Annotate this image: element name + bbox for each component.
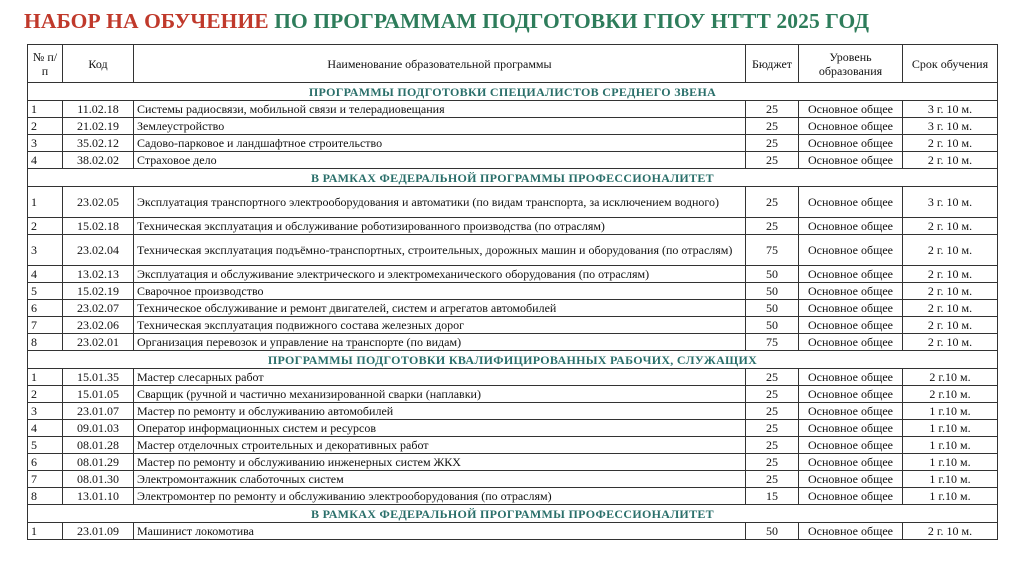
page-title xyxy=(24,9,869,34)
education-level: Основное общее xyxy=(799,471,903,488)
table-header-row xyxy=(28,45,998,83)
row-number: 5 xyxy=(28,437,63,454)
program-code: 23.02.04 xyxy=(63,235,134,266)
study-term: 1 г.10 м. xyxy=(903,488,998,505)
row-number: 2 xyxy=(28,386,63,403)
program-name: Электромонтер по ремонту и обслуживанию электрооборудования (по отраслям) xyxy=(134,488,746,505)
row-number: 1 xyxy=(28,369,63,386)
study-term: 2 г. 10 м. xyxy=(903,152,998,169)
budget-places: 50 xyxy=(746,283,799,300)
study-term: 2 г.10 м. xyxy=(903,386,998,403)
section-header-row xyxy=(28,83,998,101)
education-level: Основное общее xyxy=(799,187,903,218)
table-row xyxy=(28,369,998,386)
table-body xyxy=(28,83,998,540)
table-row xyxy=(28,218,998,235)
header-budget: Бюджет xyxy=(746,45,799,83)
education-level: Основное общее xyxy=(799,488,903,505)
program-code: 23.01.09 xyxy=(63,523,134,540)
budget-places: 25 xyxy=(746,187,799,218)
study-term: 2 г. 10 м. xyxy=(903,266,998,283)
row-number: 6 xyxy=(28,300,63,317)
row-number: 8 xyxy=(28,334,63,351)
education-level: Основное общее xyxy=(799,334,903,351)
program-code: 35.02.12 xyxy=(63,135,134,152)
budget-places: 50 xyxy=(746,266,799,283)
budget-places: 15 xyxy=(746,488,799,505)
row-number: 4 xyxy=(28,266,63,283)
education-level: Основное общее xyxy=(799,369,903,386)
study-term: 2 г. 10 м. xyxy=(903,300,998,317)
table-row xyxy=(28,386,998,403)
program-code: 09.01.03 xyxy=(63,420,134,437)
budget-places: 25 xyxy=(746,369,799,386)
program-code: 21.02.19 xyxy=(63,118,134,135)
table-row xyxy=(28,283,998,300)
budget-places: 25 xyxy=(746,101,799,118)
program-code: 11.02.18 xyxy=(63,101,134,118)
education-level: Основное общее xyxy=(799,403,903,420)
program-code: 15.02.19 xyxy=(63,283,134,300)
budget-places: 25 xyxy=(746,471,799,488)
study-term: 3 г. 10 м. xyxy=(903,187,998,218)
table-row xyxy=(28,118,998,135)
header-code: Код xyxy=(63,45,134,83)
program-name: Землеустройство xyxy=(134,118,746,135)
study-term: 1 г.10 м. xyxy=(903,454,998,471)
program-name: Оператор информационных систем и ресурсов xyxy=(134,420,746,437)
program-name: Организация перевозок и управление на транспорте (по видам) xyxy=(134,334,746,351)
program-code: 08.01.29 xyxy=(63,454,134,471)
program-code: 15.01.35 xyxy=(63,369,134,386)
title-part-red: НАБОР НА ОБУЧЕНИЕ xyxy=(24,9,269,33)
table-row xyxy=(28,454,998,471)
budget-places: 75 xyxy=(746,334,799,351)
table-row xyxy=(28,101,998,118)
program-name: Техническая эксплуатация подъёмно-транспортных, строительных, дорожных машин и оборудования (по отраслям) xyxy=(134,235,746,266)
row-number: 5 xyxy=(28,283,63,300)
budget-places: 25 xyxy=(746,386,799,403)
program-code: 13.02.13 xyxy=(63,266,134,283)
budget-places: 25 xyxy=(746,403,799,420)
education-level: Основное общее xyxy=(799,266,903,283)
table-row xyxy=(28,266,998,283)
program-name: Эксплуатация и обслуживание электрического и электромеханического оборудования (по отраслям) xyxy=(134,266,746,283)
program-code: 23.02.07 xyxy=(63,300,134,317)
section-title: В РАМКАХ ФЕДЕРАЛЬНОЙ ПРОГРАММЫ ПРОФЕССИОНАЛИТЕТ xyxy=(28,169,998,187)
program-code: 08.01.28 xyxy=(63,437,134,454)
header-num: № п/п xyxy=(28,45,63,83)
row-number: 3 xyxy=(28,135,63,152)
education-level: Основное общее xyxy=(799,386,903,403)
budget-places: 50 xyxy=(746,523,799,540)
study-term: 1 г.10 м. xyxy=(903,403,998,420)
education-level: Основное общее xyxy=(799,317,903,334)
row-number: 2 xyxy=(28,118,63,135)
program-name: Техническая эксплуатация и обслуживание роботизированного производства (по отраслям) xyxy=(134,218,746,235)
row-number: 3 xyxy=(28,235,63,266)
table-row xyxy=(28,471,998,488)
table-row xyxy=(28,152,998,169)
program-code: 38.02.02 xyxy=(63,152,134,169)
table-row xyxy=(28,420,998,437)
education-level: Основное общее xyxy=(799,523,903,540)
study-term: 1 г.10 м. xyxy=(903,437,998,454)
education-level: Основное общее xyxy=(799,437,903,454)
budget-places: 50 xyxy=(746,300,799,317)
budget-places: 25 xyxy=(746,420,799,437)
table-row xyxy=(28,523,998,540)
header-name: Наименование образовательной программы xyxy=(134,45,746,83)
row-number: 6 xyxy=(28,454,63,471)
section-header-row xyxy=(28,169,998,187)
header-term: Срок обучения xyxy=(903,45,998,83)
study-term: 2 г. 10 м. xyxy=(903,235,998,266)
table-row xyxy=(28,334,998,351)
education-level: Основное общее xyxy=(799,235,903,266)
section-header-row xyxy=(28,351,998,369)
program-name: Сварщик (ручной и частично механизированной сварки (наплавки) xyxy=(134,386,746,403)
study-term: 2 г. 10 м. xyxy=(903,283,998,300)
program-name: Техническое обслуживание и ремонт двигателей, систем и агрегатов автомобилей xyxy=(134,300,746,317)
program-name: Страховое дело xyxy=(134,152,746,169)
education-level: Основное общее xyxy=(799,101,903,118)
row-number: 7 xyxy=(28,471,63,488)
program-name: Мастер по ремонту и обслуживанию инженерных систем ЖКХ xyxy=(134,454,746,471)
header-level: Уровень образования xyxy=(799,45,903,83)
budget-places: 25 xyxy=(746,218,799,235)
education-level: Основное общее xyxy=(799,420,903,437)
education-level: Основное общее xyxy=(799,283,903,300)
education-level: Основное общее xyxy=(799,118,903,135)
table-row xyxy=(28,403,998,420)
row-number: 1 xyxy=(28,187,63,218)
education-level: Основное общее xyxy=(799,218,903,235)
section-header-row xyxy=(28,505,998,523)
study-term: 2 г. 10 м. xyxy=(903,135,998,152)
study-term: 1 г.10 м. xyxy=(903,420,998,437)
program-name: Эксплуатация транспортного электрооборудования и автоматики (по видам транспорта, за исключением водного) xyxy=(134,187,746,218)
row-number: 1 xyxy=(28,523,63,540)
section-title: ПРОГРАММЫ ПОДГОТОВКИ СПЕЦИАЛИСТОВ СРЕДНЕГО ЗВЕНА xyxy=(28,83,998,101)
row-number: 1 xyxy=(28,101,63,118)
program-code: 23.01.07 xyxy=(63,403,134,420)
table-row xyxy=(28,317,998,334)
program-code: 13.01.10 xyxy=(63,488,134,505)
program-name: Машинист локомотива xyxy=(134,523,746,540)
program-code: 08.01.30 xyxy=(63,471,134,488)
education-level: Основное общее xyxy=(799,454,903,471)
study-term: 2 г. 10 м. xyxy=(903,218,998,235)
budget-places: 75 xyxy=(746,235,799,266)
budget-places: 25 xyxy=(746,437,799,454)
program-name: Садово-парковое и ландшафтное строительство xyxy=(134,135,746,152)
program-code: 15.02.18 xyxy=(63,218,134,235)
table-row xyxy=(28,187,998,218)
section-title: В РАМКАХ ФЕДЕРАЛЬНОЙ ПРОГРАММЫ ПРОФЕССИОНАЛИТЕТ xyxy=(28,505,998,523)
row-number: 3 xyxy=(28,403,63,420)
study-term: 3 г. 10 м. xyxy=(903,101,998,118)
study-term: 2 г.10 м. xyxy=(903,369,998,386)
program-name: Мастер отделочных строительных и декоративных работ xyxy=(134,437,746,454)
program-code: 23.02.05 xyxy=(63,187,134,218)
budget-places: 25 xyxy=(746,152,799,169)
title-part-green: ПО ПРОГРАММАМ ПОДГОТОВКИ ГПОУ НТТТ 2025 ГОД xyxy=(274,9,870,33)
row-number: 4 xyxy=(28,152,63,169)
row-number: 8 xyxy=(28,488,63,505)
program-name: Техническая эксплуатация подвижного состава железных дорог xyxy=(134,317,746,334)
table-row xyxy=(28,437,998,454)
program-code: 23.02.06 xyxy=(63,317,134,334)
section-title: ПРОГРАММЫ ПОДГОТОВКИ КВАЛИФИЦИРОВАННЫХ РАБОЧИХ, СЛУЖАЩИХ xyxy=(28,351,998,369)
program-name: Мастер слесарных работ xyxy=(134,369,746,386)
table-row xyxy=(28,235,998,266)
budget-places: 25 xyxy=(746,118,799,135)
budget-places: 25 xyxy=(746,454,799,471)
education-level: Основное общее xyxy=(799,300,903,317)
row-number: 4 xyxy=(28,420,63,437)
study-term: 3 г. 10 м. xyxy=(903,118,998,135)
row-number: 7 xyxy=(28,317,63,334)
program-name: Мастер по ремонту и обслуживанию автомобилей xyxy=(134,403,746,420)
education-level: Основное общее xyxy=(799,152,903,169)
program-name: Электромонтажник слаботочных систем xyxy=(134,471,746,488)
budget-places: 50 xyxy=(746,317,799,334)
table-row xyxy=(28,300,998,317)
table-row xyxy=(28,135,998,152)
study-term: 2 г. 10 м. xyxy=(903,523,998,540)
row-number: 2 xyxy=(28,218,63,235)
program-code: 15.01.05 xyxy=(63,386,134,403)
study-term: 2 г. 10 м. xyxy=(903,317,998,334)
study-term: 1 г.10 м. xyxy=(903,471,998,488)
program-name: Системы радиосвязи, мобильной связи и телерадиовещания xyxy=(134,101,746,118)
budget-places: 25 xyxy=(746,135,799,152)
program-name: Сварочное производство xyxy=(134,283,746,300)
program-code: 23.02.01 xyxy=(63,334,134,351)
programs-table xyxy=(27,44,998,540)
education-level: Основное общее xyxy=(799,135,903,152)
study-term: 2 г. 10 м. xyxy=(903,334,998,351)
table-row xyxy=(28,488,998,505)
